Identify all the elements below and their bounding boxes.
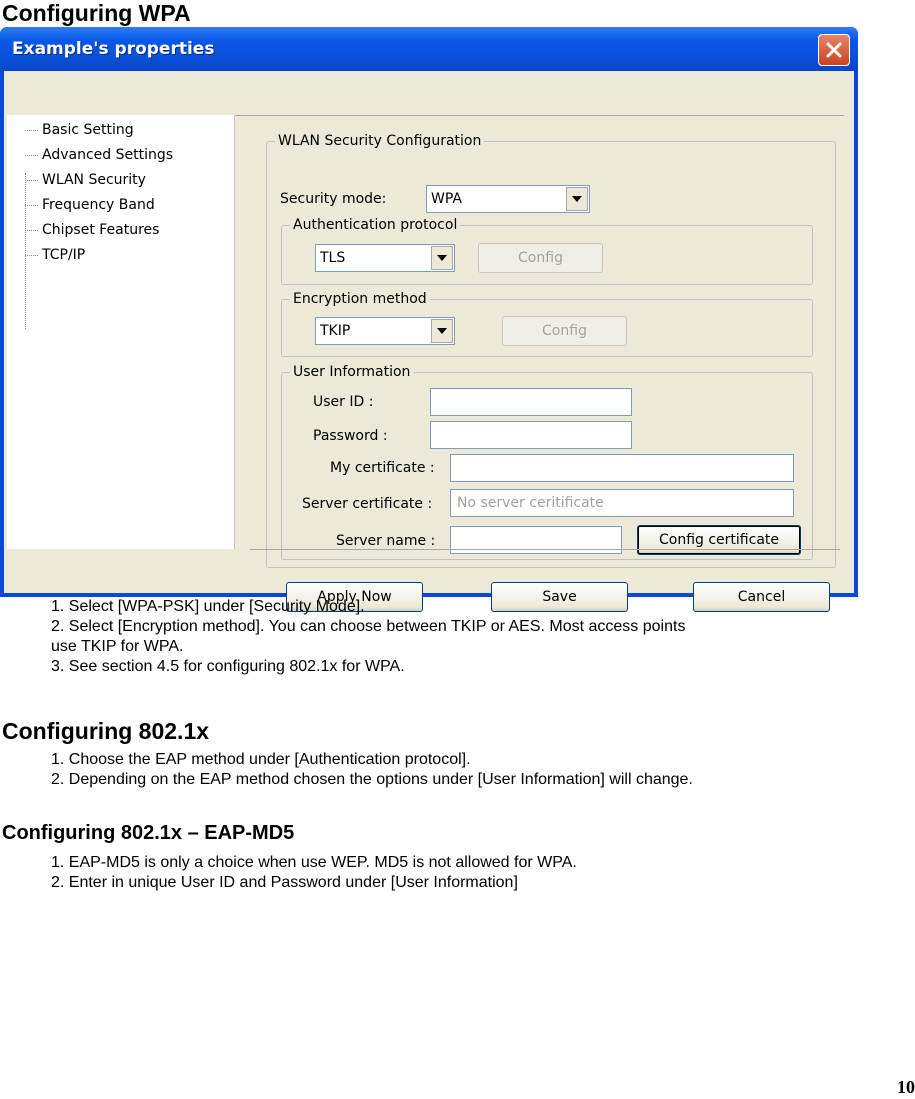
security-mode-label: Security mode: — [280, 191, 387, 207]
tree-item-basic-setting[interactable] — [25, 119, 134, 141]
encryption-method-select[interactable] — [315, 317, 455, 345]
cancel-button[interactable]: Cancel — [693, 582, 830, 612]
tree-item-label: Frequency Band — [42, 197, 155, 213]
authentication-protocol-legend: Authentication protocol — [293, 217, 458, 233]
tree-item-label: Advanced Settings — [42, 147, 174, 163]
close-button[interactable] — [818, 34, 850, 66]
md5-steps — [51, 853, 577, 893]
apply-now-button[interactable]: Apply Now — [286, 582, 423, 612]
password-input[interactable] — [430, 421, 632, 449]
heading-configuring-wpa: Configuring WPA — [2, 0, 191, 26]
tree-item-label: WLAN Security — [42, 172, 146, 188]
wpa-step-2-cont: use TKIP for WPA. — [51, 638, 184, 655]
md5-step-1: 1. EAP-MD5 is only a choice when use WEP. MD5 is not allowed for WPA. — [51, 854, 577, 871]
heading-configuring-eap-md5: Configuring 802.1x – EAP-MD5 — [2, 822, 295, 844]
dot1x-step-2: 2. Depending on the EAP method chosen the options under [User Information] will change. — [51, 771, 693, 788]
server-certificate-label: Server certificate : — [302, 496, 433, 512]
dropdown-arrow-icon[interactable] — [431, 319, 453, 343]
dialog-client-area — [4, 71, 854, 605]
heading-configuring-8021x: Configuring 802.1x — [2, 718, 210, 744]
dialog-titlebar[interactable] — [0, 27, 858, 71]
tree-item-tcp-ip[interactable] — [25, 244, 85, 266]
server-name-label: Server name : — [336, 533, 436, 549]
settings-tree — [7, 115, 235, 549]
user-id-input[interactable] — [430, 388, 632, 416]
tree-item-label: Basic Setting — [42, 122, 134, 138]
close-icon — [825, 41, 843, 59]
dropdown-arrow-icon[interactable] — [566, 187, 588, 211]
wpa-steps — [51, 597, 685, 677]
tree-item-frequency-band[interactable] — [25, 194, 155, 216]
tree-item-chipset-features[interactable] — [25, 219, 159, 241]
user-id-label: User ID : — [313, 394, 374, 410]
wpa-step-2: 2. Select [Encryption method]. You can choose between TKIP or AES. Most access points — [51, 618, 686, 635]
properties-dialog — [0, 27, 858, 605]
tree-item-label: Chipset Features — [42, 222, 160, 238]
wpa-step-3: 3. See section 4.5 for configuring 802.1x for WPA. — [51, 658, 405, 675]
wlan-security-legend: WLAN Security Configuration — [278, 133, 482, 149]
enc-config-button[interactable]: Config — [502, 316, 627, 346]
my-certificate-label: My certificate : — [330, 460, 435, 476]
tree-item-label: TCP/IP — [42, 247, 86, 263]
tree-item-advanced-settings[interactable] — [25, 144, 173, 166]
security-mode-value: WPA — [431, 191, 462, 207]
page-number: 10 — [897, 1077, 915, 1097]
auth-config-button[interactable]: Config — [478, 243, 603, 273]
save-button[interactable]: Save — [491, 582, 628, 612]
encryption-method-legend: Encryption method — [293, 291, 427, 307]
encryption-method-value: TKIP — [320, 323, 351, 339]
dialog-title: Example's properties — [12, 39, 215, 59]
authentication-protocol-select[interactable] — [315, 244, 455, 272]
server-certificate-input[interactable]: No server ceritificate — [450, 489, 794, 517]
dropdown-arrow-icon[interactable] — [431, 246, 453, 270]
wpa-step-1: 1. Select [WPA-PSK] under [Security Mode]. — [51, 598, 365, 615]
user-information-legend: User Information — [293, 364, 411, 380]
tree-item-wlan-security[interactable] — [25, 169, 146, 191]
security-mode-select[interactable] — [426, 185, 590, 213]
config-certificate-button[interactable]: Config certificate — [637, 525, 801, 555]
my-certificate-input[interactable] — [450, 454, 794, 482]
dot1x-step-1: 1. Choose the EAP method under [Authentication protocol]. — [51, 751, 471, 768]
password-label: Password : — [313, 428, 388, 444]
dot1x-steps — [51, 750, 693, 790]
authentication-protocol-value: TLS — [320, 250, 346, 266]
md5-step-2: 2. Enter in unique User ID and Password under [User Information] — [51, 874, 518, 891]
